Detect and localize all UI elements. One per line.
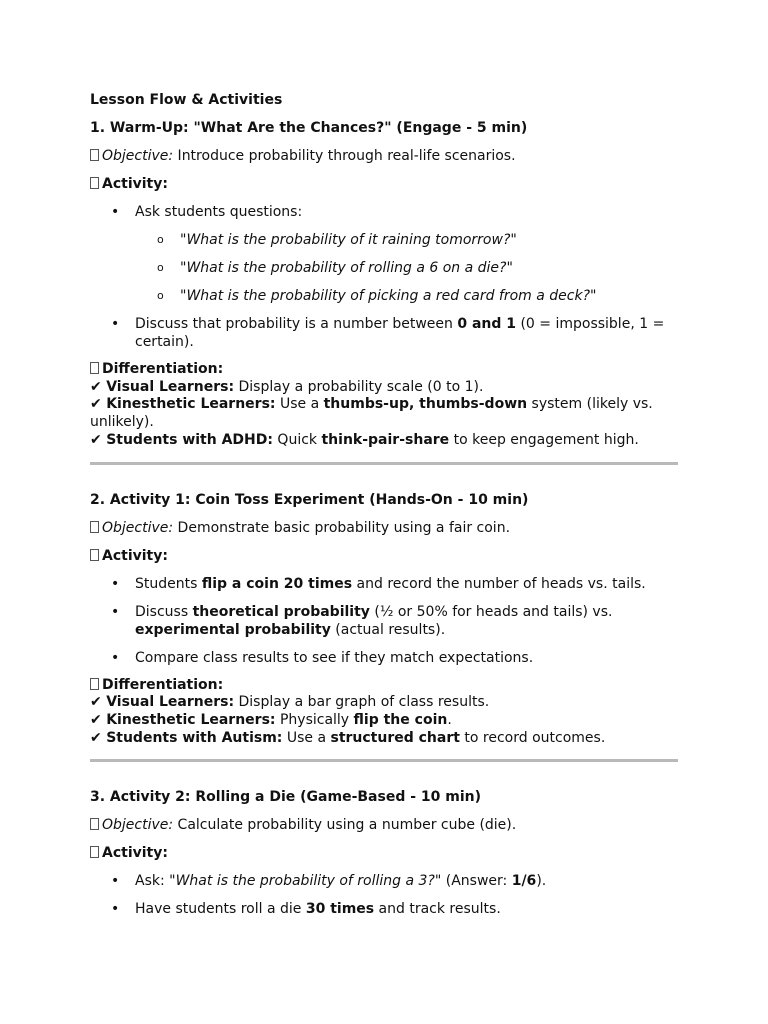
list-item-emphasis: 1/6 xyxy=(511,873,537,890)
check-icon: ✔ xyxy=(90,711,102,728)
learner-text: to record outcomes. xyxy=(459,729,606,746)
question-item xyxy=(135,259,678,277)
question-list xyxy=(135,231,678,305)
bullet-icon: • xyxy=(111,873,120,890)
learner-text: . xyxy=(447,711,452,728)
question-text: "What is the probability of rolling a 6 on a die?" xyxy=(180,260,513,276)
check-icon: ✔ xyxy=(90,378,102,395)
objective-text: Calculate probability using a number cube (die). xyxy=(173,817,517,834)
list-item-text: and track results. xyxy=(374,901,501,918)
missing-glyph-icon xyxy=(90,521,99,533)
bullet-icon: • xyxy=(111,901,120,918)
list-item-emphasis: experimental probability xyxy=(135,621,331,638)
list-item-text: Have students roll a die xyxy=(135,901,306,918)
list-item-emphasis: 30 times xyxy=(305,901,375,918)
list-item-emphasis: flip a coin 20 times xyxy=(201,575,353,592)
document-title: Lesson Flow & Activities xyxy=(90,92,283,108)
activity-label: Activity: xyxy=(102,547,168,564)
list-item xyxy=(90,872,678,890)
list-item-emphasis: 0 and 1 xyxy=(457,316,517,332)
list-item-text: Students xyxy=(135,575,202,592)
list-item-emphasis: theoretical probability xyxy=(192,603,370,620)
bullet-icon: • xyxy=(111,649,120,666)
list-item xyxy=(90,315,678,351)
learner-emphasis: flip the coin xyxy=(353,711,448,728)
list-item xyxy=(90,649,678,667)
section-title: 1. Warm-Up: "What Are the Chances?" (Engage - 5 min) xyxy=(90,120,528,136)
section-title: 2. Activity 1: Coin Toss Experiment (Hands-On - 10 min) xyxy=(90,491,529,508)
differentiation-block xyxy=(90,361,678,450)
question-item xyxy=(135,287,678,305)
section-rolling-die xyxy=(90,788,678,918)
question-text: "What is the probability of it raining tomorrow?" xyxy=(180,232,517,248)
section-title: 3. Activity 2: Rolling a Die (Game-Based - 10 min) xyxy=(90,789,482,806)
list-item-question: What is the probability of rolling a 3? xyxy=(175,873,435,890)
list-item-text: (½ or 50% for heads and tails) vs. xyxy=(369,603,613,620)
check-icon: ✔ xyxy=(90,396,102,413)
learner-label: Students with ADHD: xyxy=(106,431,273,448)
activity-label: Activity: xyxy=(102,176,168,192)
objective-text: Introduce probability through real-life scenarios. xyxy=(173,148,516,164)
objective-line xyxy=(90,147,678,165)
missing-glyph-icon xyxy=(90,177,99,189)
section-warm-up xyxy=(90,119,678,450)
differentiation-label: Differentiation: xyxy=(102,676,224,693)
list-item-text: ). xyxy=(536,873,547,890)
list-item-text: Compare class results to see if they match expectations. xyxy=(135,649,534,666)
objective-line xyxy=(90,816,678,834)
objective-text: Demonstrate basic probability using a fair coin. xyxy=(173,519,511,536)
bullet-icon: • xyxy=(111,603,120,620)
activity-heading xyxy=(90,547,678,565)
missing-glyph-icon xyxy=(90,846,99,858)
missing-glyph-icon xyxy=(90,362,99,374)
differentiation-item xyxy=(90,712,678,730)
list-item xyxy=(90,603,678,639)
learner-emphasis: think-pair-share xyxy=(321,431,450,448)
list-item xyxy=(90,900,678,918)
learner-label: Kinesthetic Learners: xyxy=(106,711,276,728)
list-item-text: Discuss that probability is a number between xyxy=(135,316,458,332)
list-item-text: Discuss xyxy=(135,603,193,620)
list-item-text: Ask students questions: xyxy=(135,204,303,220)
sub-bullet-icon: o xyxy=(157,289,164,302)
differentiation-block xyxy=(90,677,678,748)
check-icon: ✔ xyxy=(90,694,102,711)
question-item xyxy=(135,231,678,249)
list-item-text: and record the number of heads vs. tails. xyxy=(352,575,646,592)
activity-heading xyxy=(90,175,678,193)
differentiation-item xyxy=(90,432,678,450)
missing-glyph-icon xyxy=(90,678,99,690)
learner-label: Students with Autism: xyxy=(106,729,283,746)
learner-text: Display a probability scale (0 to 1). xyxy=(234,378,484,395)
objective-label: Objective: xyxy=(102,817,174,834)
section-divider xyxy=(90,759,678,762)
section-divider xyxy=(90,462,678,465)
objective-label: Objective: xyxy=(102,519,174,536)
bullet-icon: • xyxy=(111,575,120,592)
differentiation-item xyxy=(90,396,678,431)
list-item-text: " (Answer: xyxy=(434,873,512,890)
differentiation-item xyxy=(90,730,678,748)
objective-label: Objective: xyxy=(102,148,174,164)
list-item-text: (0 = impossible, 1 = certain). xyxy=(135,316,665,350)
learner-text: Use a xyxy=(282,729,331,746)
learner-emphasis: structured chart xyxy=(330,729,460,746)
sub-bullet-icon: o xyxy=(157,261,164,274)
bullet-icon: • xyxy=(111,204,120,220)
list-item xyxy=(90,575,678,593)
learner-text: Use a xyxy=(275,396,324,413)
learner-emphasis: thumbs-up, thumbs-down xyxy=(323,396,528,413)
objective-line xyxy=(90,519,678,537)
missing-glyph-icon xyxy=(90,818,99,830)
learner-text: Display a bar graph of class results. xyxy=(234,694,490,711)
activity-list xyxy=(90,203,678,351)
learner-text: system (likely vs. unlikely). xyxy=(90,396,653,431)
missing-glyph-icon xyxy=(90,149,99,161)
missing-glyph-icon xyxy=(90,549,99,561)
list-item xyxy=(90,203,678,305)
activity-heading xyxy=(90,844,678,862)
learner-label: Visual Learners: xyxy=(106,694,235,711)
activity-label: Activity: xyxy=(102,845,168,862)
differentiation-label: Differentiation: xyxy=(102,361,224,377)
differentiation-item xyxy=(90,379,678,397)
learner-text: Physically xyxy=(275,711,354,728)
bullet-icon: • xyxy=(111,316,120,332)
question-text: "What is the probability of picking a red card from a deck?" xyxy=(180,288,597,304)
learner-label: Visual Learners: xyxy=(106,378,235,395)
check-icon: ✔ xyxy=(90,431,102,448)
differentiation-heading xyxy=(90,677,678,695)
differentiation-item xyxy=(90,694,678,712)
list-item-text: Ask: " xyxy=(135,873,176,890)
activity-list xyxy=(90,575,678,667)
section-coin-toss xyxy=(90,491,678,748)
check-icon: ✔ xyxy=(90,729,102,746)
learner-label: Kinesthetic Learners: xyxy=(106,396,276,413)
learner-text: Quick xyxy=(272,431,322,448)
activity-list xyxy=(90,872,678,918)
differentiation-heading xyxy=(90,361,678,379)
list-item-text: (actual results). xyxy=(330,621,446,638)
sub-bullet-icon: o xyxy=(157,233,164,246)
learner-text: to keep engagement high. xyxy=(449,431,639,448)
